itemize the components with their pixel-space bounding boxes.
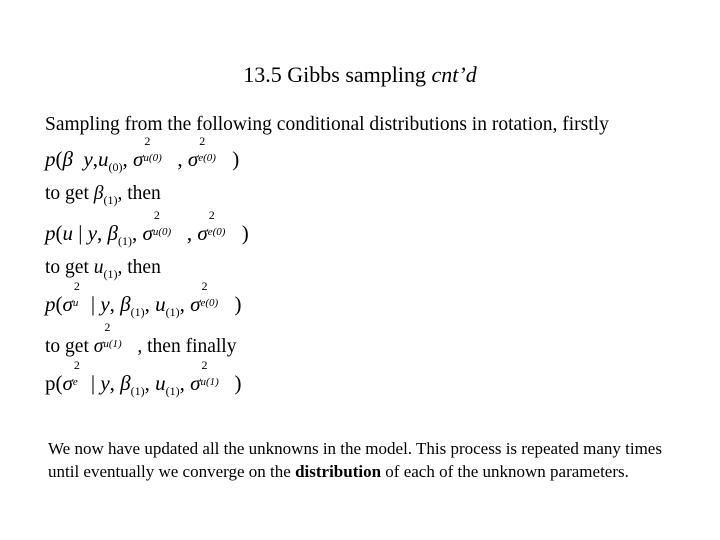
title-main: 13.5 Gibbs sampling	[243, 62, 432, 87]
summary-paragraph: We now have updated all the unknowns in the model. This process is repeated many times until eventually we converge on the distribution of each of the unknown parameters.	[48, 439, 662, 481]
equation-sigma-e: p(σ 2 e | y, $\beta_{(1)}$, $u_{(1)}$, σ 2 u(1) )	[45, 358, 242, 398]
step-get-u: to get $u_{(1)}$, then	[45, 257, 161, 281]
intro-text: Sampling from the following conditional distributions in rotation, firstly	[45, 114, 609, 135]
step-get-beta: to get $\beta_{(1)}$, then	[45, 183, 161, 207]
title-italic: cnt’d	[431, 62, 477, 87]
step-get-sigma-u: to get σ 2 u(1) , then finally	[45, 320, 237, 357]
equation-u: p(u | y, $\beta_{(1)}$, σ 2 u(0) , σ 2 e(0) )	[45, 208, 249, 248]
equation-sigma-u: p(σ 2 u | y, $\beta_{(1)}$, $u_{(1)}$, σ 2 e(0) )	[45, 279, 242, 319]
equation-beta: p(β $y,u_{(0)}$, σ 2 u(0) , σ 2 e(0) )	[45, 134, 240, 174]
slide-title	[0, 62, 720, 88]
bold-distribution: distribution	[295, 462, 382, 481]
